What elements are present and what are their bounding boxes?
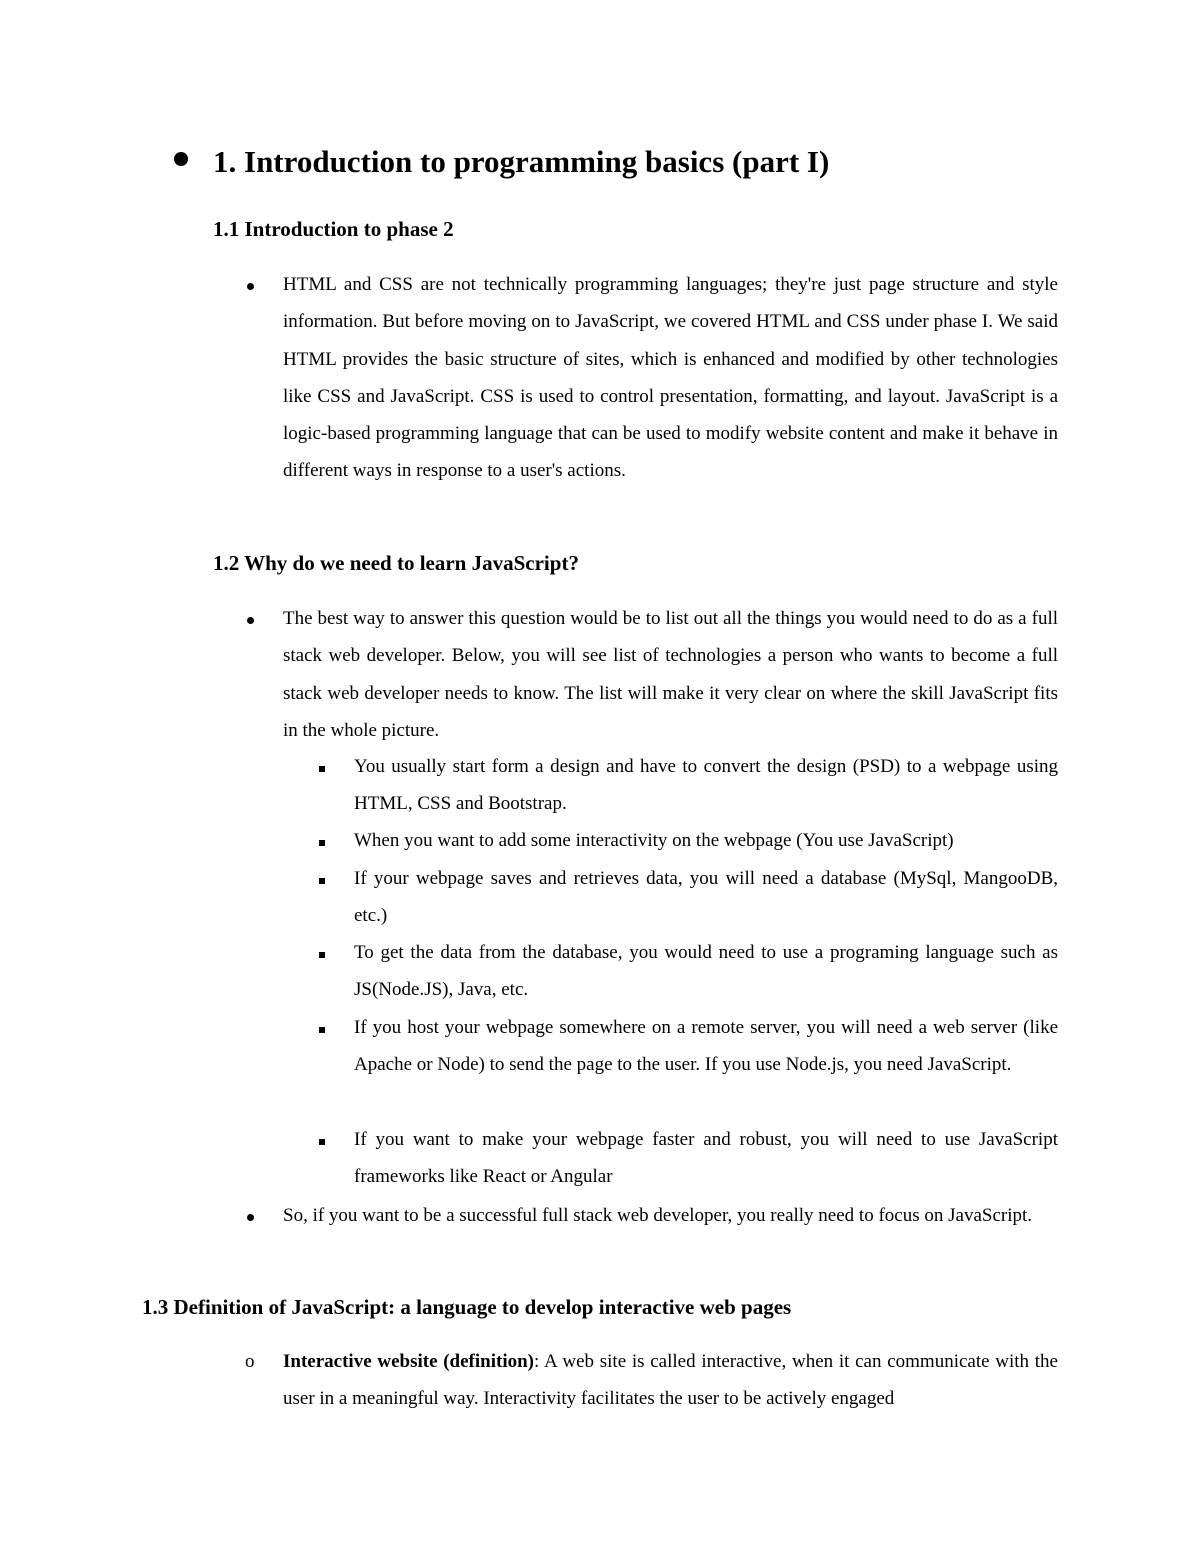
section-1-2-intro: The best way to answer this question would be to list out all the things you would need to do as a full stack web developer. Below, you will see list of technologies a person who wants to become a full stack web developer needs to know. The list will make it very clear on where the skill JavaScript fits in the whole picture. (283, 608, 1058, 741)
list-item: If your webpage saves and retrieves data, you will need a database (MySql, MangooDB, etc.) (354, 868, 1058, 927)
definition-term: Interactive website (definition) (283, 1351, 535, 1372)
list-item: If you want to make your webpage faster and robust, you will need to use JavaScript frameworks like React or Angular (354, 1129, 1058, 1188)
page-title: 1. Introduction to programming basics (part I) (213, 144, 830, 179)
list-square-bullet (319, 952, 325, 958)
section-heading-1-2: 1.2 Why do we need to learn JavaScript? (213, 551, 579, 575)
bullet-dot (247, 283, 254, 290)
list-square-bullet (319, 766, 325, 772)
bullet-dot (247, 1214, 254, 1221)
title-bullet (174, 152, 188, 166)
section-heading-1-3: 1.3 Definition of JavaScript: a language to develop interactive web pages (142, 1295, 792, 1319)
bullet-dot (247, 617, 254, 624)
list-item: If you host your webpage somewhere on a remote server, you will need a web server (like Apache or Node) to send the page to the user. If you use Node.js, you need JavaScript. (354, 1017, 1058, 1076)
definition-text: : A web site is called interactive, when it can communicate with the user in a meaningful way. Interactivity facilitates the user to be actively engaged (283, 1351, 1058, 1410)
section-1-2-conclusion: So, if you want to be a successful full stack web developer, you really need to focus on JavaScript. (283, 1205, 1033, 1226)
list-circle-marker: o (245, 1351, 255, 1372)
definition-paragraph (283, 1343, 1058, 1418)
section-heading-1-1: 1.1 Introduction to phase 2 (213, 217, 454, 241)
list-square-bullet (319, 1027, 325, 1033)
list-square-bullet (319, 840, 325, 846)
list-square-bullet (319, 878, 325, 884)
list-square-bullet (319, 1139, 325, 1145)
list-item: To get the data from the database, you would need to use a programing language such as JS(Node.JS), Java, etc. (354, 942, 1058, 1001)
list-item: You usually start form a design and have to convert the design (PSD) to a webpage using HTML, CSS and Bootstrap. (354, 756, 1058, 815)
list-item: When you want to add some interactivity on the webpage (You use JavaScript) (354, 830, 954, 851)
section-1-1-paragraph: HTML and CSS are not technically programming languages; they're just page structure and style information. But before moving on to JavaScript, we covered HTML and CSS under phase I. We said HTML provides the basic structure of sites, which is enhanced and modified by other technologies like CSS and JavaScript. CSS is used to control presentation, formatting, and layout. JavaScript is a logic-based programming language that can be used to modify website content and make it behave in different ways in response to a user's actions. (283, 274, 1058, 482)
